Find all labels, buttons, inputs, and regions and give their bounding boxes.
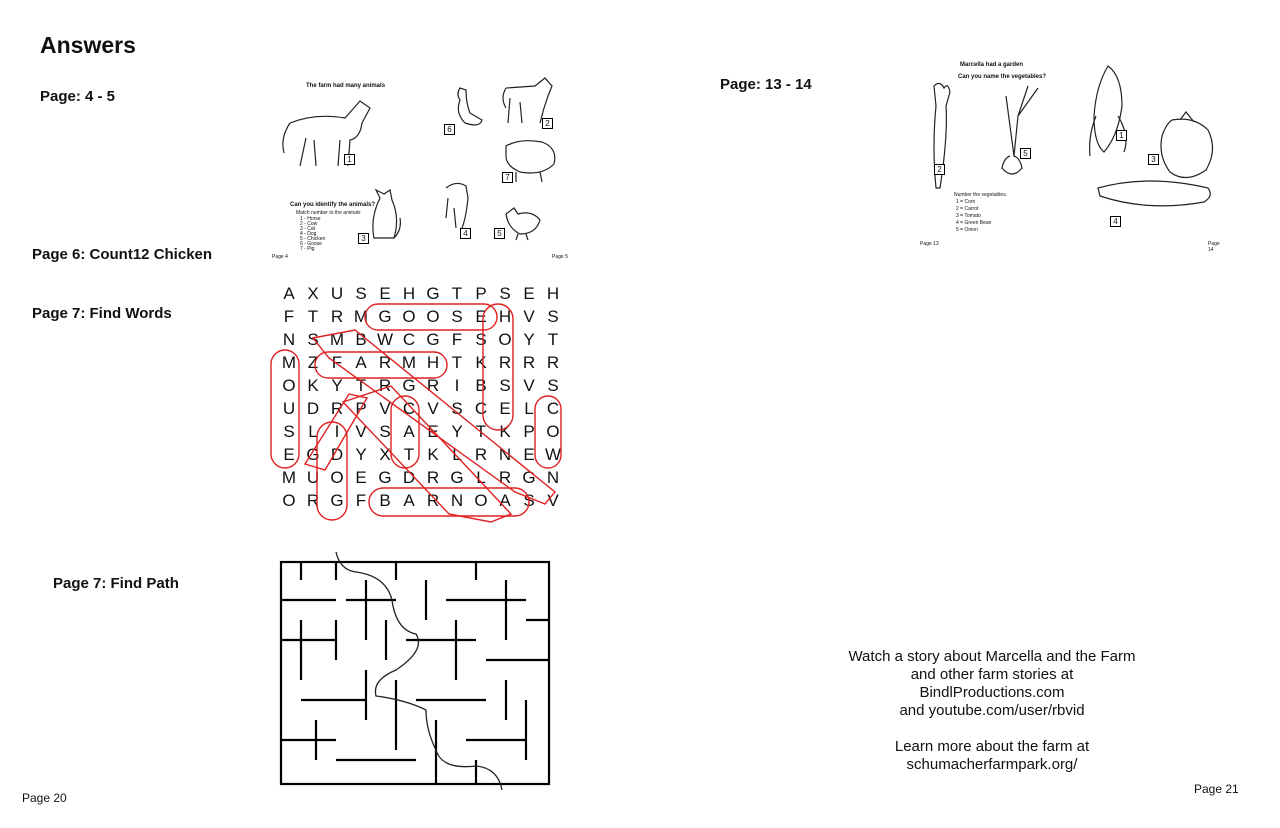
word-search-letter: S [499,284,511,303]
word-search-letter: F [331,353,343,372]
vegetables-list-item: 3 = Tomato [956,213,981,219]
label-page-4-5: Page: 4 - 5 [40,88,116,105]
word-search-letter: E [499,399,511,418]
animals-right-page-number: Page 5 [552,254,568,260]
label-page-6: Page 6: Count12 Chicken [32,246,213,263]
word-search-letter: E [379,284,391,303]
word-search-letter: G [426,284,440,303]
word-search-letter: B [475,376,487,395]
word-search-letter: O [546,422,560,441]
word-search-letter: K [499,422,511,441]
vegetable-number-box: 5 [1020,148,1031,159]
word-search-letter: D [306,399,320,418]
vegetables-list-item: 5 = Onion [956,227,978,233]
word-search-letter: V [427,399,439,418]
maze-solution-path [336,552,502,790]
word-search-letter: S [451,307,463,326]
word-search-letter: L [524,399,534,418]
info-line: schumacherfarmpark.org/ [906,756,1078,773]
vegetable-number-box: 2 [934,164,945,175]
word-search-letter: R [330,307,344,326]
word-search-letter: S [379,422,391,441]
vegetables-title: Marcella had a garden [960,62,1024,68]
word-search-letter: S [283,422,295,441]
word-search-letter: E [427,422,439,441]
word-search-letter: Y [331,376,343,395]
animals-list-item: 7 - Pig [300,246,315,252]
word-search-letter: C [402,399,416,418]
word-search-letter: M [401,353,417,372]
word-search-letter: K [475,353,487,372]
page-title: Answers [40,32,136,58]
word-search-letter: V [547,491,559,510]
animals-list-item: 1 - Horse [300,216,321,222]
word-search-letter: U [306,468,320,487]
word-search-letter: S [475,330,487,349]
word-search-letter: N [546,468,560,487]
word-search-letter: L [452,445,462,464]
word-search-letter: A [283,284,295,303]
word-search-letter: V [355,422,367,441]
label-page-7-words: Page 7: Find Words [32,305,172,322]
word-search-letter: F [451,330,463,349]
animals-list-item: 6 - Goose [300,241,322,247]
word-search-letter: S [547,376,559,395]
word-search-letter: F [355,491,367,510]
animal-number-box: 7 [502,172,513,183]
info-line: BindlProductions.com [919,684,1065,701]
word-search-letter: O [282,376,296,395]
info-line: and other farm stories at [910,666,1074,683]
word-search-letter: Y [523,330,535,349]
vegetables-question: Can you name the vegetables? [958,74,1047,80]
vegetables-right-page-number: Page 14 [1208,241,1220,253]
word-search-letter: C [402,330,416,349]
word-search-letter: N [498,445,512,464]
word-search-letter: U [282,399,296,418]
word-search-letter: A [355,353,367,372]
word-search-letter: G [426,330,440,349]
word-search-letter: P [523,422,535,441]
word-search-letter: L [308,422,318,441]
word-search-letter: R [546,353,560,372]
word-search-letter: U [330,284,344,303]
word-search-letter: H [546,284,560,303]
word-search-letter: V [523,307,535,326]
word-search-letter: N [282,330,296,349]
vegetable-number-box: 1 [1116,130,1127,141]
animals-list-item: 2 - Cow [300,221,318,227]
vegetable-number-box: 4 [1110,216,1121,227]
word-search-letter: B [355,330,367,349]
word-search-letter: M [281,353,297,372]
word-search-letter: R [498,468,512,487]
word-search-letter: H [426,353,440,372]
word-search-letter: R [474,445,488,464]
word-search-letter: Y [355,445,367,464]
animals-instruction: Match number to the animals [296,210,361,216]
word-search-letter: R [426,376,440,395]
word-search-letter: E [283,445,295,464]
word-search-letter: E [523,284,535,303]
animals-thumbnail [270,68,570,260]
word-search-letter: O [498,330,512,349]
word-search-letter: I [454,376,460,395]
word-search-letter: A [499,491,511,510]
word-search-letter: A [403,422,415,441]
word-search-letter: H [498,307,512,326]
word-search-letter: R [498,353,512,372]
animals-question: Can you identify the animals? [290,202,376,208]
animal-number-box: 2 [542,118,553,129]
vegetables-instruction: Number the vegetables. [954,192,1008,198]
word-search-letter: C [474,399,488,418]
word-search-letter: M [281,468,297,487]
word-search-letter: T [451,284,463,303]
info-text-block [780,648,1204,774]
word-search-letter: N [450,491,464,510]
word-search-letter: M [353,307,369,326]
word-search-letter: E [523,445,535,464]
info-line: Learn more about the farm at [894,738,1090,755]
word-search-answer-circles [265,282,565,532]
word-search-letter: T [403,445,415,464]
maze [276,550,552,790]
vegetable-number-box: 3 [1148,154,1159,165]
word-search-letter: O [474,491,488,510]
word-search-letter: O [426,307,440,326]
word-search-letter: G [402,376,416,395]
word-search-letter: A [403,491,415,510]
word-search-letter: S [355,284,367,303]
word-search-letter: O [282,491,296,510]
word-search-letter: G [306,445,320,464]
page-number-left: Page 20 [22,791,67,805]
word-search-letter: L [476,468,486,487]
page-number-right: Page 21 [1194,782,1239,796]
word-search-letter: T [451,353,463,372]
word-search-letter: S [499,376,511,395]
word-search-letter: R [522,353,536,372]
word-search-letter: R [426,468,440,487]
word-search-letter: R [378,376,392,395]
word-search-letter: K [427,445,439,464]
word-search-letter: D [402,468,416,487]
word-search-letter: R [378,353,392,372]
animal-number-box: 6 [444,124,455,135]
word-search-letter: R [426,491,440,510]
word-search-letter: V [379,399,391,418]
vegetables-list-item: 4 = Green Bean [956,220,992,226]
animal-number-box: 1 [344,154,355,165]
word-search-letter: W [544,445,562,464]
word-search-letter: P [355,399,367,418]
word-search-letter: R [306,491,320,510]
word-search-letter: T [307,307,319,326]
word-search-letter: F [283,307,295,326]
word-search-letter: S [307,330,319,349]
word-search-letter: G [378,307,392,326]
word-search-letter: S [451,399,463,418]
word-search-letter: E [475,307,487,326]
word-search-letter: G [450,468,464,487]
animals-list-item: 3 - Cat [300,226,316,232]
word-search-letter: P [475,284,487,303]
word-search-letter: X [379,445,391,464]
word-search-letter: Z [307,353,319,372]
word-search-letter: O [402,307,416,326]
word-search-letter: E [355,468,367,487]
word-search-letter: W [376,330,394,349]
info-line: and youtube.com/user/rbvid [899,702,1085,719]
word-search-letter: T [355,376,367,395]
animal-number-box: 3 [358,233,369,244]
animal-number-box: 4 [460,228,471,239]
word-search-letter: K [307,376,319,395]
word-search-letter: H [402,284,416,303]
word-search-letter: M [329,330,345,349]
label-page-13-14: Page: 13 - 14 [720,76,812,93]
word-search-letter: X [307,284,319,303]
animals-left-page-number: Page 4 [272,254,288,260]
animals-title: The farm had many animals [306,83,386,89]
word-search-letter: G [330,491,344,510]
vegetables-thumbnail [918,56,1224,253]
word-search-letter: Y [451,422,463,441]
word-search-letter: O [330,468,344,487]
info-line [780,720,1204,738]
word-search-letter: V [523,376,535,395]
animals-list-item: 5 - Chicken [300,236,326,242]
word-search-letter: T [475,422,487,441]
vegetables-list-item: 1 = Corn [956,199,976,205]
label-page-7-path: Page 7: Find Path [53,575,179,592]
word-search-letter: T [547,330,559,349]
info-line: Watch a story about Marcella and the Farm [848,648,1136,665]
word-search-letter: G [522,468,536,487]
word-search-letter: I [334,422,340,441]
word-search-letter: R [330,399,344,418]
animals-list-item: 4 - Dog [300,231,317,237]
animal-number-box: 5 [494,228,505,239]
word-search-letter: C [546,399,560,418]
word-search-letter: G [378,468,392,487]
word-search-letter: B [379,491,391,510]
word-search-letter: S [523,491,535,510]
vegetables-left-page-number: Page 13 [920,241,939,247]
word-search-letter: S [547,307,559,326]
vegetables-list-item: 2 = Carrot [956,206,979,212]
word-search-letter: D [330,445,344,464]
